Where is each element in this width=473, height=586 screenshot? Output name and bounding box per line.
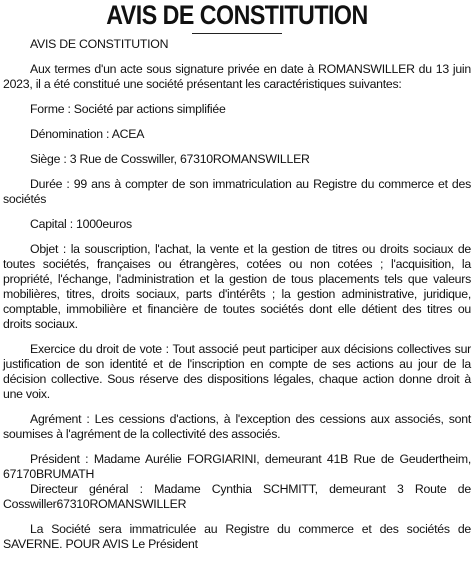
approval-paragraph: Agrément : Les cessions d'actions, à l'exception des cessions aux associés, sont soumises à l'agrément de la collectivité des associés. bbox=[3, 412, 471, 441]
general-director-paragraph: Directeur général : Madame Cynthia SCHMITT, demeurant 3 Route de Cosswiller67310ROMANSWILLER bbox=[3, 482, 471, 511]
notice-subtitle: AVIS DE CONSTITUTION bbox=[30, 37, 169, 51]
form-paragraph: Forme : Société par actions simplifiée bbox=[30, 102, 226, 116]
capital-paragraph: Capital : 1000euros bbox=[30, 217, 132, 231]
purpose-paragraph: Objet : la souscription, l'achat, la vente et la gestion de titres ou droits sociaux de toutes sociétés, françaises ou étrangères, cotées ou non cotées ; l'acquisition, la propriété, l'échange, l'administration et la gestion de tous placements tels que valeurs mobilières, titres, droits sociaux, parts d'intérêts ; la gestion administrative, juridique, comptable, immobilière et financière de toutes sociétés dont elle détient des titres ou droits sociaux. bbox=[3, 242, 471, 331]
preamble-paragraph: Aux termes d'un acte sous signature privée en date à ROMANSWILLER du 13 juin 2023, il a été constitué une société présentant les caractéristiques suivantes: bbox=[3, 62, 471, 91]
president-paragraph: Président : Madame Aurélie FORGIARINI, demeurant 41B Rue de Geudertheim, 67170BRUMATH bbox=[3, 452, 471, 481]
registration-paragraph: La Société sera immatriculée au Registre du commerce et des sociétés de SAVERNE. POUR AVIS Le Président bbox=[3, 522, 471, 551]
headline-underline bbox=[192, 33, 282, 34]
notice-body bbox=[3, 37, 471, 552]
headquarters-paragraph: Siège : 3 Rue de Cosswiller, 67310ROMANSWILLER bbox=[30, 152, 310, 166]
notice-headline: AVIS DE CONSTITUTION bbox=[106, 0, 368, 30]
duration-paragraph: Durée : 99 ans à compter de son immatriculation au Registre du commerce et des sociétés bbox=[3, 177, 471, 206]
voting-rights-paragraph: Exercice du droit de vote : Tout associé peut participer aux décisions collectives sur justification de son identité et de l'inscription en compte de ses actions au jour de la décision collective. Sous réserve des dispositions légales, chaque action donne droit à une voix. bbox=[3, 342, 471, 401]
name-paragraph: Dénomination : ACEA bbox=[30, 127, 145, 141]
